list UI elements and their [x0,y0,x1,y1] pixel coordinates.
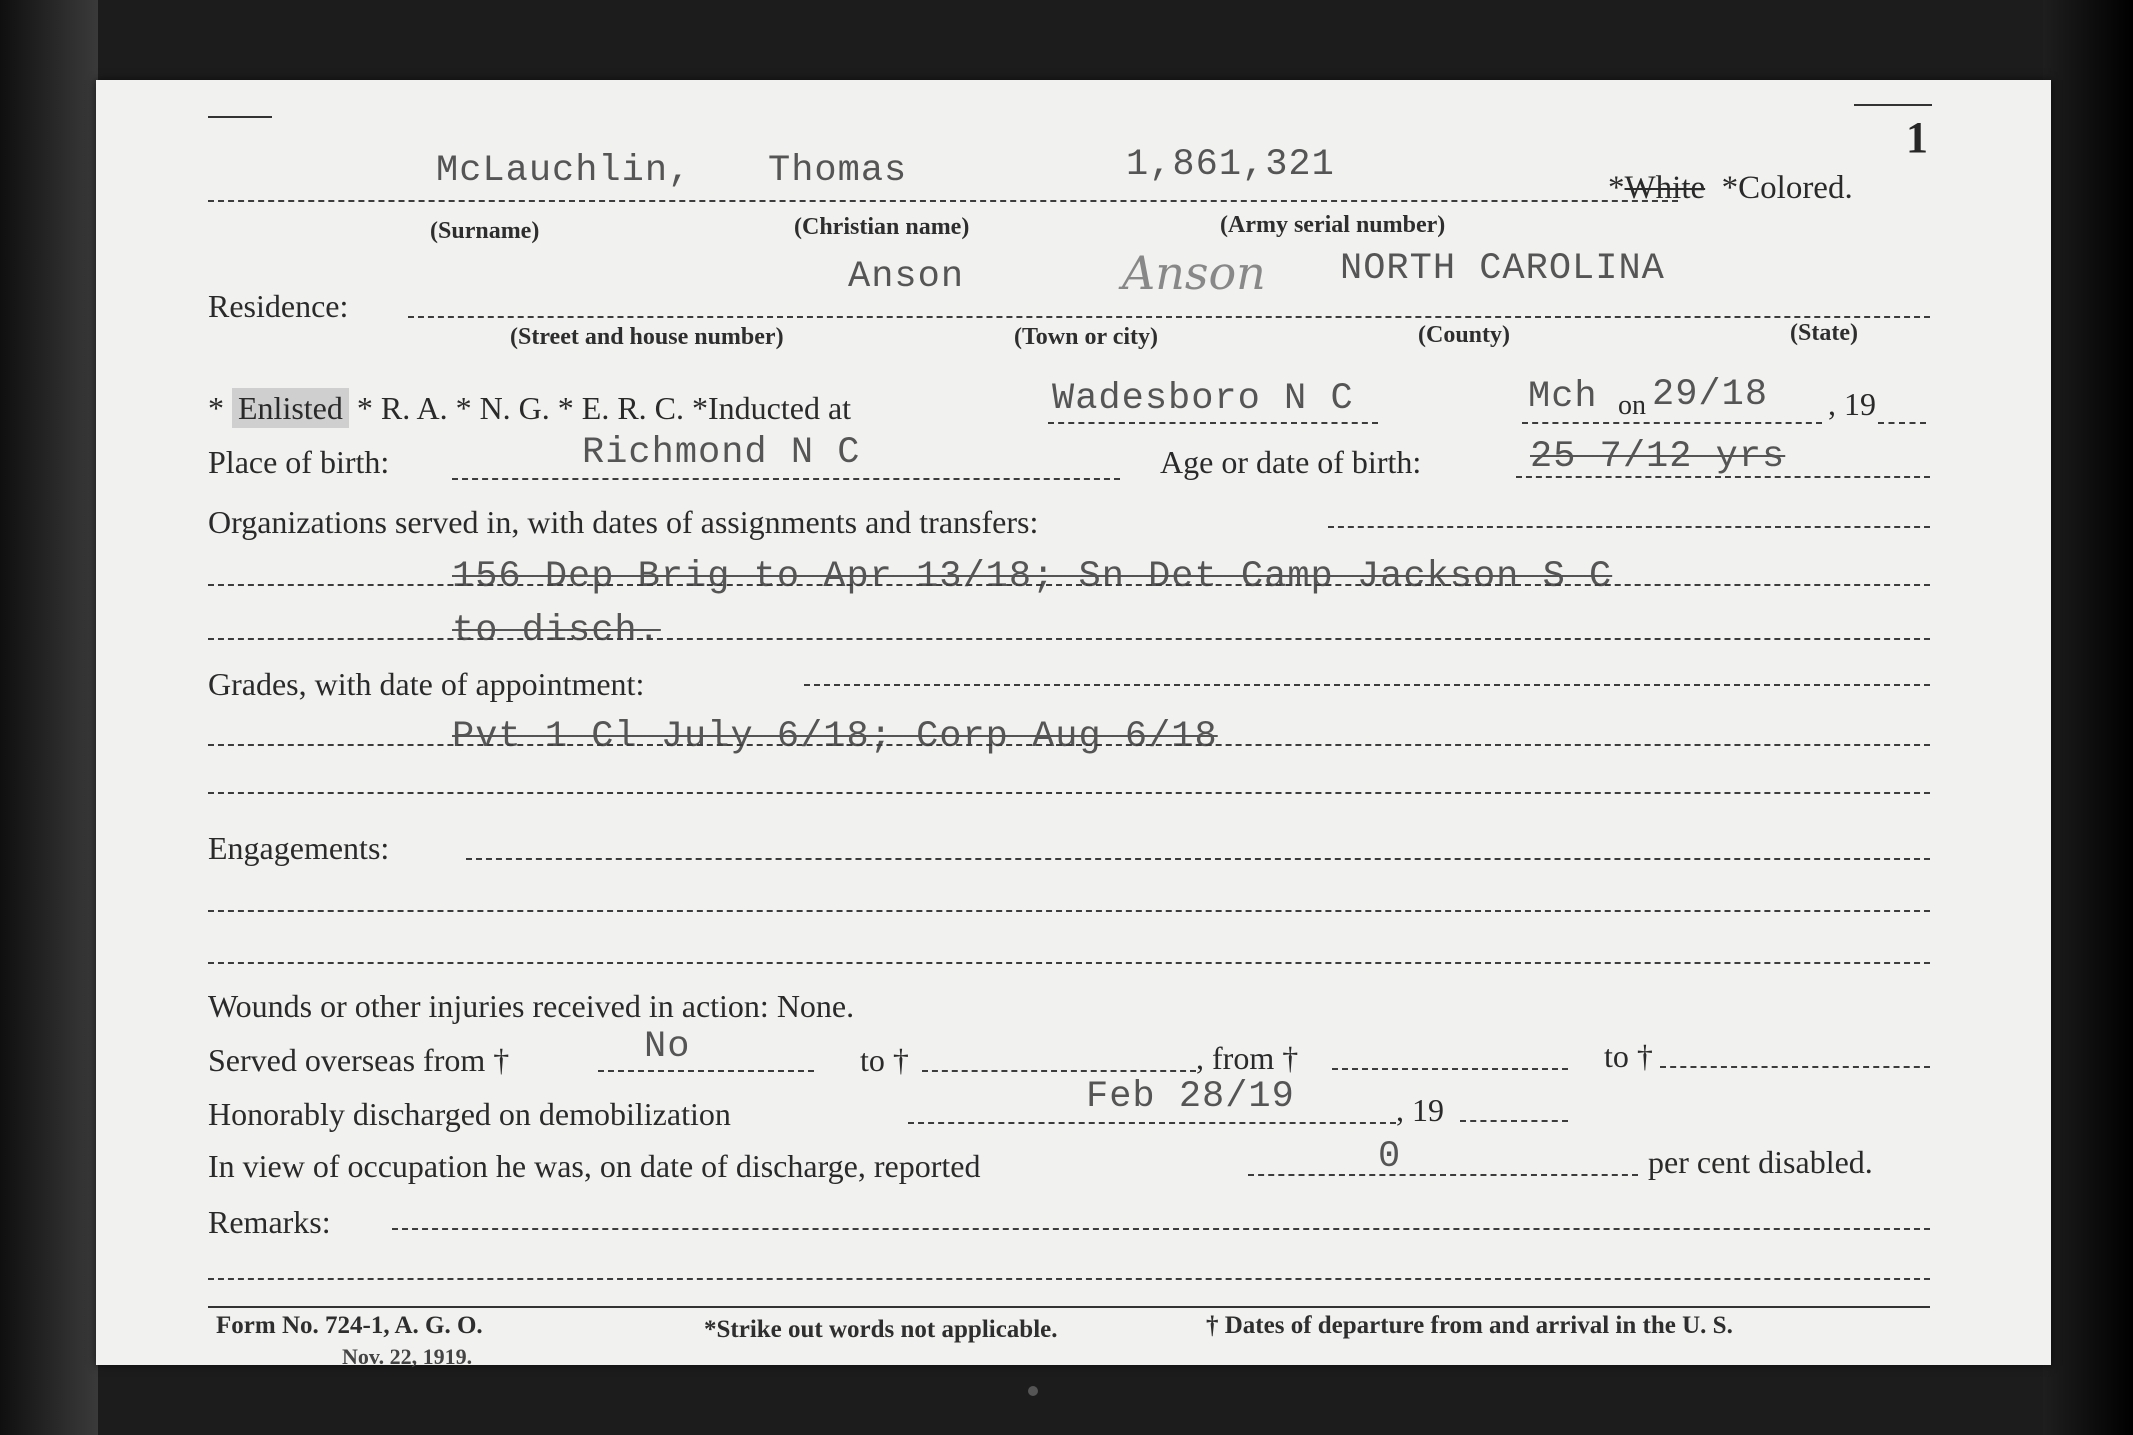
enlistment-options: * R. A. * N. G. * E. R. C. *Inducted at [356,390,852,426]
age-label: Age or date of birth: [1160,444,1422,480]
place-of-birth-label: Place of birth: [208,444,390,480]
induction-day-value: 29/18 [1652,374,1769,416]
remarks-line-1 [208,1278,1930,1280]
organizations-line1-value: 156 Dep Brig to Apr 13/18; Sn Det Camp Jackson S C [452,556,1613,598]
army-serial-number-value: 1,861,321 [1126,144,1335,186]
place-of-birth-line [452,478,1120,480]
state-caption: (State) [1790,320,1858,346]
place-of-birth-value: Richmond N C [582,432,861,474]
age-line [1516,476,1930,478]
discharge-date-value: Feb 28/19 [1086,1076,1295,1118]
engagements-label: Engagements: [208,830,390,866]
enlistment-label: * Enlisted * R. A. * N. G. * E. R. C. *Inducted at [208,390,852,426]
race-colored: Colored. [1738,170,1853,206]
grades-line1-value: Pvt 1 Cl July 6/18; Corp Aug 6/18 [452,716,1218,758]
film-border-left [0,0,98,1435]
induction-month-value: Mch [1528,376,1598,418]
wounds-label: Wounds or other injuries received in action: None. [208,988,855,1024]
surname-caption: (Surname) [430,218,540,244]
top-right-rule [1854,104,1932,106]
overseas-to-line [922,1070,1196,1072]
disability-line [1248,1174,1638,1176]
grades-line-0 [804,684,1930,686]
induction-place-line [1048,422,1378,424]
organizations-line2-value: to disch. [452,610,661,652]
footnote-dates: † Dates of departure from and arrival in the U. S. [1206,1312,1733,1339]
remarks-line-0 [392,1228,1930,1230]
residence-county-handwritten: Anson [1122,246,1266,300]
on-label: on [1618,390,1646,421]
army-serial-caption: (Army serial number) [1220,212,1446,238]
organizations-label: Organizations served in, with dates of assignments and transfers: [208,504,1039,540]
overseas-value: No [644,1026,691,1068]
discharge-date-line [908,1122,1396,1124]
overseas-to2-label: to † [1604,1038,1653,1074]
disability-label: In view of occupation he was, on date of discharge, reported [208,1148,981,1184]
residence-label: Residence: [208,288,349,324]
overseas-from-line [598,1070,814,1072]
induction-year-line [1878,422,1926,424]
street-caption: (Street and house number) [510,324,784,350]
enlisted-highlighted: Enlisted [232,388,349,428]
county-caption: (County) [1418,322,1511,348]
residence-town-value: Anson [848,256,965,298]
form-number: Form No. 724-1, A. G. O. [216,1312,483,1339]
year-19-label: , 19 [1828,386,1876,422]
discharge-year-line [1460,1120,1568,1122]
overseas-from2-line [1332,1068,1568,1070]
grades-line-2 [208,792,1930,794]
remarks-label: Remarks: [208,1204,331,1240]
grades-label: Grades, with date of appointment: [208,666,645,702]
film-speck [1028,1386,1038,1396]
overseas-to-label: to † [860,1042,909,1078]
christian-name-caption: (Christian name) [794,214,970,240]
overseas-from-label: Served overseas from † [208,1042,510,1078]
service-record-card [96,80,2051,1369]
name-line [208,200,1678,202]
film-border-right [2043,0,2133,1435]
organizations-line-0 [1328,526,1930,528]
residence-line [408,316,1930,318]
christian-name-value: Thomas [768,150,908,192]
grades-line-1 [208,744,1930,746]
discharge-label: Honorably discharged on demobilization [208,1096,731,1132]
race-options: *White *Colored. [1608,170,1853,206]
organizations-line-2 [208,638,1930,640]
overseas-from2-label: , from † [1196,1040,1299,1076]
induction-date-line [1522,422,1822,424]
card-number: 1 [1906,113,1928,162]
engagements-line-0 [466,858,1930,860]
engagements-line-2 [208,962,1930,964]
disability-suffix: per cent disabled. [1648,1144,1873,1180]
disability-value: 0 [1378,1136,1402,1178]
induction-place-value: Wadesboro N C [1052,378,1354,420]
organizations-line-1 [208,584,1930,586]
footer-rule [208,1306,1930,1308]
residence-state-value: NORTH CAROLINA [1340,248,1665,290]
discharge-year-label: , 19 [1396,1092,1444,1128]
form-date: Nov. 22, 1919. [342,1344,473,1369]
overseas-to2-line [1660,1066,1930,1068]
top-left-rule [208,116,272,118]
footnote-strike: *Strike out words not applicable. [704,1316,1058,1343]
race-white-struck: White [1624,170,1706,206]
surname-value: McLauchlin, [436,150,692,192]
engagements-line-1 [208,910,1930,912]
town-caption: (Town or city) [1014,324,1158,350]
age-value-struck: 25 7/12 yrs [1530,436,1786,478]
